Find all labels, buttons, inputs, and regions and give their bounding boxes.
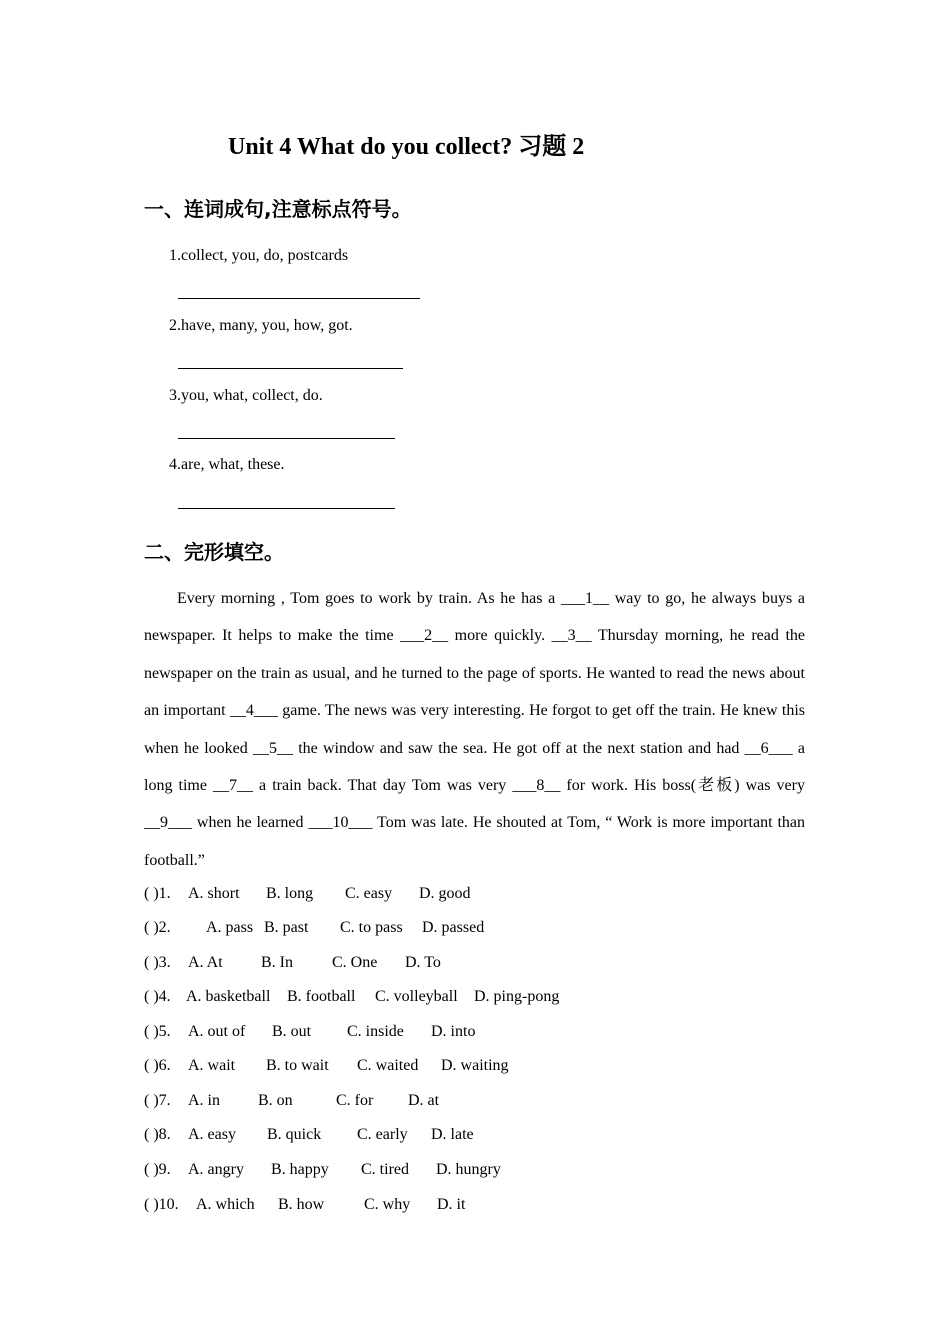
- option-d: D. ping-pong: [474, 988, 560, 1005]
- question-2: 2.have, many, you, how, got.: [169, 317, 353, 334]
- option-d: D. passed: [422, 919, 485, 936]
- option-d: D. good: [419, 885, 471, 902]
- option-a: A. basketball: [186, 988, 271, 1005]
- option-prefix: ( )5.: [144, 1023, 171, 1040]
- option-prefix: ( )6.: [144, 1057, 171, 1074]
- option-c: C. why: [364, 1196, 411, 1213]
- option-prefix: ( )8.: [144, 1126, 171, 1143]
- option-prefix: ( )2.: [144, 919, 171, 936]
- option-d: D. To: [405, 954, 441, 971]
- option-a: A. wait: [188, 1057, 236, 1074]
- option-prefix: ( )7.: [144, 1092, 171, 1109]
- option-b: B. past: [264, 919, 309, 936]
- option-d: D. into: [431, 1023, 476, 1040]
- option-b: B. how: [278, 1196, 325, 1213]
- answer-line-3: [178, 438, 395, 439]
- answer-line-4: [178, 508, 395, 509]
- option-a: A. angry: [188, 1161, 244, 1178]
- option-a: A. easy: [188, 1126, 236, 1143]
- option-prefix: ( )4.: [144, 988, 171, 1005]
- option-b: B. football: [287, 988, 356, 1005]
- option-b: B. out: [272, 1023, 312, 1040]
- question-4: 4.are, what, these.: [169, 456, 285, 473]
- option-d: D. it: [437, 1196, 466, 1213]
- page-title: Unit 4 What do you collect? 习题 2: [228, 134, 585, 160]
- option-c: C. to pass: [340, 919, 403, 936]
- option-c: C. easy: [345, 885, 393, 902]
- answer-line-2: [178, 368, 403, 369]
- option-prefix: ( )1.: [144, 885, 171, 902]
- section1-heading: 一、连词成句,注意标点符号。: [144, 197, 412, 221]
- option-c: C. volleyball: [375, 988, 458, 1005]
- option-a: A. which: [196, 1196, 255, 1213]
- option-a: A. in: [188, 1092, 220, 1109]
- option-b: B. happy: [271, 1161, 329, 1178]
- option-d: D. at: [408, 1092, 440, 1109]
- option-c: C. for: [336, 1092, 374, 1109]
- section2-heading: 二、完形填空。: [144, 540, 284, 564]
- option-b: B. to wait: [266, 1057, 329, 1074]
- option-d: D. late: [431, 1126, 474, 1143]
- option-a: A. pass: [206, 919, 254, 936]
- option-c: C. waited: [357, 1057, 419, 1074]
- option-c: C. tired: [361, 1161, 409, 1178]
- option-b: B. long: [266, 885, 314, 902]
- option-b: B. quick: [267, 1126, 322, 1143]
- option-d: D. hungry: [436, 1161, 501, 1178]
- option-c: C. inside: [347, 1023, 404, 1040]
- question-3: 3.you, what, collect, do.: [169, 387, 323, 404]
- option-prefix: ( )9.: [144, 1161, 171, 1178]
- option-b: B. on: [258, 1092, 293, 1109]
- option-d: D. waiting: [441, 1057, 509, 1074]
- question-1: 1.collect, you, do, postcards: [169, 247, 349, 264]
- answer-line-1: [178, 298, 420, 299]
- option-c: C. early: [357, 1126, 408, 1143]
- option-prefix: ( )10.: [144, 1196, 179, 1213]
- option-prefix: ( )3.: [144, 954, 171, 971]
- cloze-passage: Every morning , Tom goes to work by train. As he has a ___1__ way to go, he always buys a newspaper. It helps to make the time ___2__ more quickly. __3__ Thursday morning, he read the newspaper on the train as usual, and he turned to the page of sports. He wanted to read the news about an important __4___ game. The news was very interesting. He forgot to get off the train. He knew this when he looked __5__ the window and saw the sea. He got off at the next station and had __6___ a long time __7__ a train back. That day Tom was very ___8__ for work. His boss(老板) was very __9___ when he learned ___10___ Tom was late. He shouted at Tom, “ Work is more important than football.”: [144, 590, 805, 869]
- option-b: B. In: [261, 954, 293, 971]
- option-a: A. out of: [188, 1023, 246, 1040]
- option-c: C. One: [332, 954, 378, 971]
- option-a: A. short: [188, 885, 240, 902]
- option-a: A. At: [188, 954, 223, 971]
